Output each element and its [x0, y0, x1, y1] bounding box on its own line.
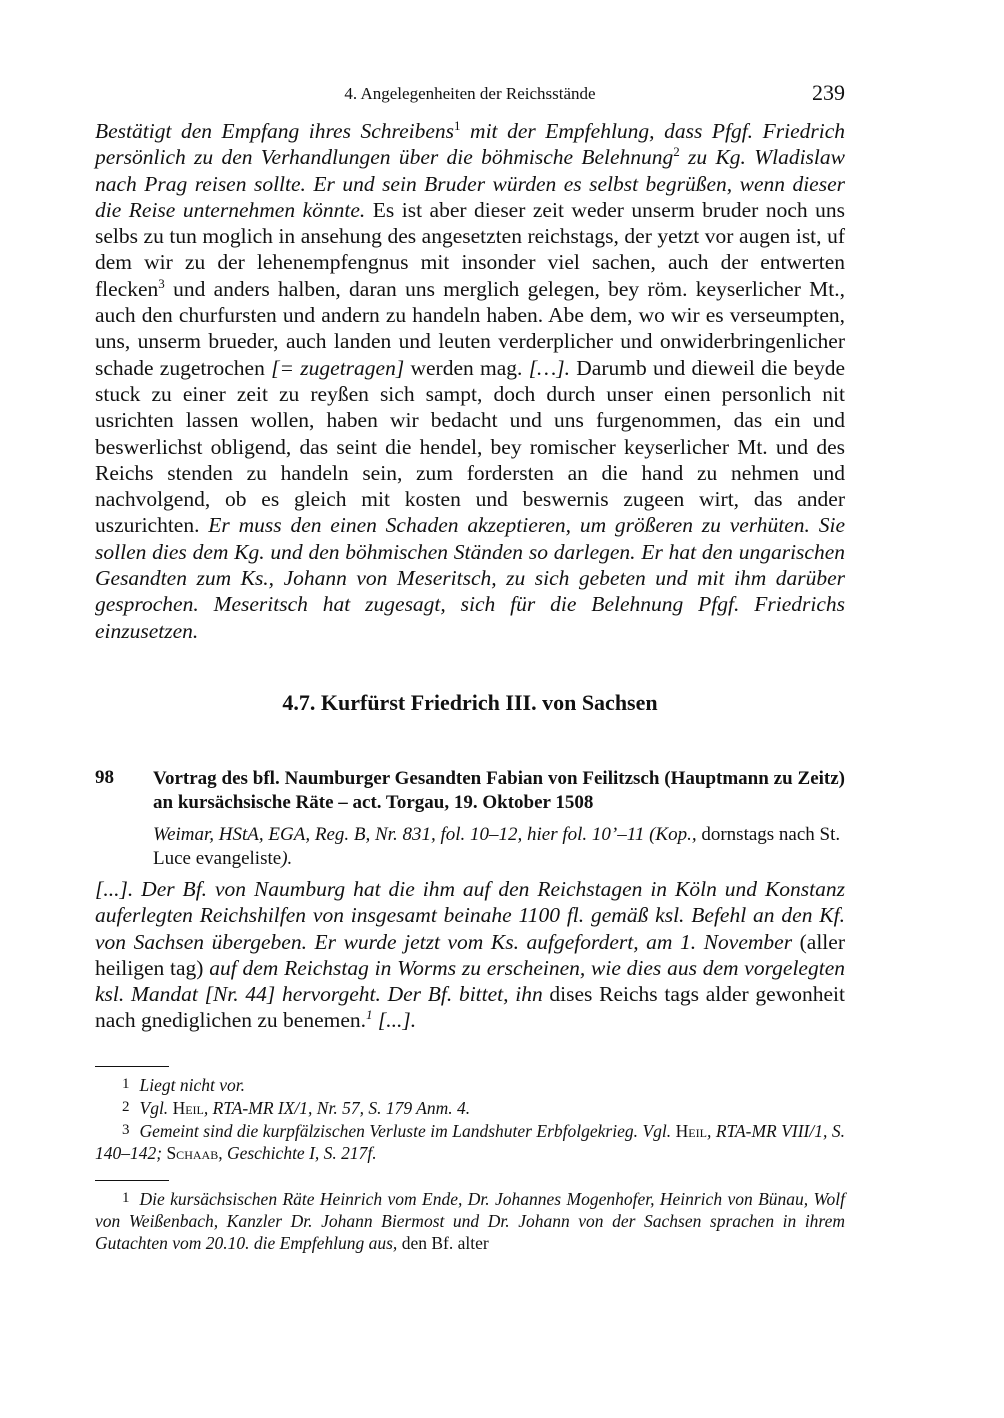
source-date: dornstags nach St. Luce evangeliste [153, 824, 841, 869]
omission-mark: […]. [528, 355, 570, 380]
regest-text: Bestätigt den Empfang ihres Schreibens [95, 119, 455, 143]
footnote [95, 1073, 845, 1096]
quoted-source-text: Es ist aber dieser zeit weder unserm bruder noch uns selbs zu tun moglich in ansehung des angesetzten reichstags, der yetzt vor augen ist, uf dem wir zu der lehenempfengnus mit insonder viel sachen, auch der entwerten flecken [95, 197, 845, 301]
quoted-source-text: und anders halben, daran uns merglich gelegen, bey röm. keyserlicher Mt., auch den churfursten und andern zu handeln haben. Abe dem, wo wir es verseumpten, uns, unserm brueder, auch landen und leuten verderplicher und onwiderbringenlicher schade zugetrochen [95, 276, 845, 380]
summary-paragraph [95, 118, 845, 644]
editorial-gloss: [= zugetragen] [271, 355, 405, 380]
footnote-text: Vgl. [139, 1098, 173, 1118]
footnote-number: 3 [122, 1122, 130, 1138]
footnote [95, 1096, 845, 1119]
section-heading: 4.7. Kurfürst Friedrich III. von Sachsen [282, 690, 658, 715]
author-name: Heil [675, 1121, 707, 1141]
document-paragraph [95, 876, 845, 1034]
regest-text: [...]. Der Bf. von Naumburg hat die ihm auf den Reichstagen in Köln und Konstanz auferlegten Reichshilfen von insgesamt beinahe 1100 fl. gemäß ksl. Befehl an den Kf. von Sachsen übergeben. Er wurde jetzt vom Ks. aufgefordert, am 1. November [95, 877, 845, 954]
footnote-number: 1 [122, 1076, 130, 1092]
footnote-ref-3: 3 [158, 275, 165, 291]
document-number: 98 [95, 767, 114, 788]
footnote-text: den Bf. alter [397, 1233, 489, 1253]
footnote-number: 2 [122, 1099, 130, 1115]
document-source [153, 823, 845, 871]
page-number: 239 [812, 80, 845, 105]
footnote-text: , Geschichte I, S. 217f. [218, 1143, 377, 1163]
footnote-text: Die kursächsischen Räte Heinrich vom Ende, Dr. Johannes Mogenhofer, Heinrich von Bünau, Wolf von Weißenbach, Kanzler Dr. Johann Biermost und Dr. Johann von der Sachsen sprachen in ihrem Gutachten vom 20.10. die Empfehlung aus, [95, 1189, 845, 1253]
author-name: Heil [172, 1098, 204, 1118]
footnote-text: Gemeint sind die kurpfälzischen Verluste im Landshuter Erbfolgekrieg. Vgl. [139, 1121, 676, 1141]
footnotes-block-a [95, 1073, 845, 1164]
quoted-source-text: dises Reichs tags alder gewonheit nach gnediglichen zu benemen. [95, 982, 845, 1033]
running-title: 4. Angelegenheiten der Reichsstände [344, 84, 596, 103]
footnote [95, 1187, 845, 1254]
footnote-text: , RTA-MR IX/1, Nr. 57, S. 179 Anm. 4. [203, 1098, 471, 1118]
footnote-ref-1: 1 [454, 118, 461, 133]
quoted-source-text: (aller heiligen tag) [95, 929, 845, 980]
source-close: ). [281, 848, 293, 869]
footnote-ref-b1: 1 [366, 1007, 373, 1023]
footnote-text: Liegt nicht vor. [139, 1075, 245, 1095]
regest-text: mit der Empfehlung, dass Pfgf. Friedrich persönlich zu den Verhandlungen über die böhmische Belehnung [95, 119, 845, 170]
document-title: Vortrag des bfl. Naumburger Gesandten Fabian von Feilitzsch (Hauptmann zu Zeitz) an kursächsische Räte – act. Torgau, 19. Oktober 1508 [153, 768, 845, 813]
omission-mark: [...]. [372, 1008, 417, 1033]
footnote-number: 1 [122, 1190, 130, 1206]
regest-text: Er muss den einen Schaden akzeptieren, um größeren zu verhüten. Sie sollen dies dem Kg. und den böhmischen Ständen so darlegen. Er hat den ungarischen Gesandten zum Ks., Johann von Meseritsch, zu sich gebeten und mit ihm darüber gesprochen. Meseritsch hat zugesagt, sich für die Belehnung Pfgf. Friedrichs einzusetzen. [95, 513, 845, 643]
regest-text: auf dem Reichstag in Worms zu erscheinen, wie dies aus dem vorgelegten ksl. Mandat [Nr. 44] hervorgeht. Der Bf. bittet, ihn [95, 955, 845, 1007]
footnote-ref-2: 2 [673, 144, 680, 160]
footnote-divider [95, 1066, 169, 1067]
footnote-text: , RTA-MR VIII/1, S. 140–142; [95, 1121, 845, 1163]
page-header [95, 82, 845, 106]
footnote [95, 1119, 845, 1164]
quoted-source-text: werden mag. [404, 355, 529, 380]
document-entry [95, 767, 845, 871]
footnote-divider [95, 1180, 169, 1181]
regest-text: zu Kg. Wladislaw nach Prag reisen sollte. Er und sein Bruder würden es selbst begrüßen, wenn dieser die Reise unternehmen könnte. [95, 145, 845, 222]
footnotes-block-b [95, 1187, 845, 1254]
quoted-source-text: Darumb und dieweil die beyde stuck zu einer zeit zu reyßen sich sampt, doch durch unser einen personlich nit usrichten lassen wollen, haben wir bedacht und uns furgenommen, das ein und beswerlichst obligend, das seint die hendel, bey romischer keyserlicher Mt. und des Reichs stenden zu handeln sein, zum fordersten an die hand zu nehmen und nachvolgend, ob es gleich mit kosten und beswernis zugeen wirt, das ander uszurichten. [95, 355, 845, 538]
source-citation: Weimar, HStA, EGA, Reg. B, Nr. 831, fol. 10–12, hier fol. 10’–11 (Kop., [153, 824, 697, 845]
author-name: Schaab [166, 1143, 219, 1163]
